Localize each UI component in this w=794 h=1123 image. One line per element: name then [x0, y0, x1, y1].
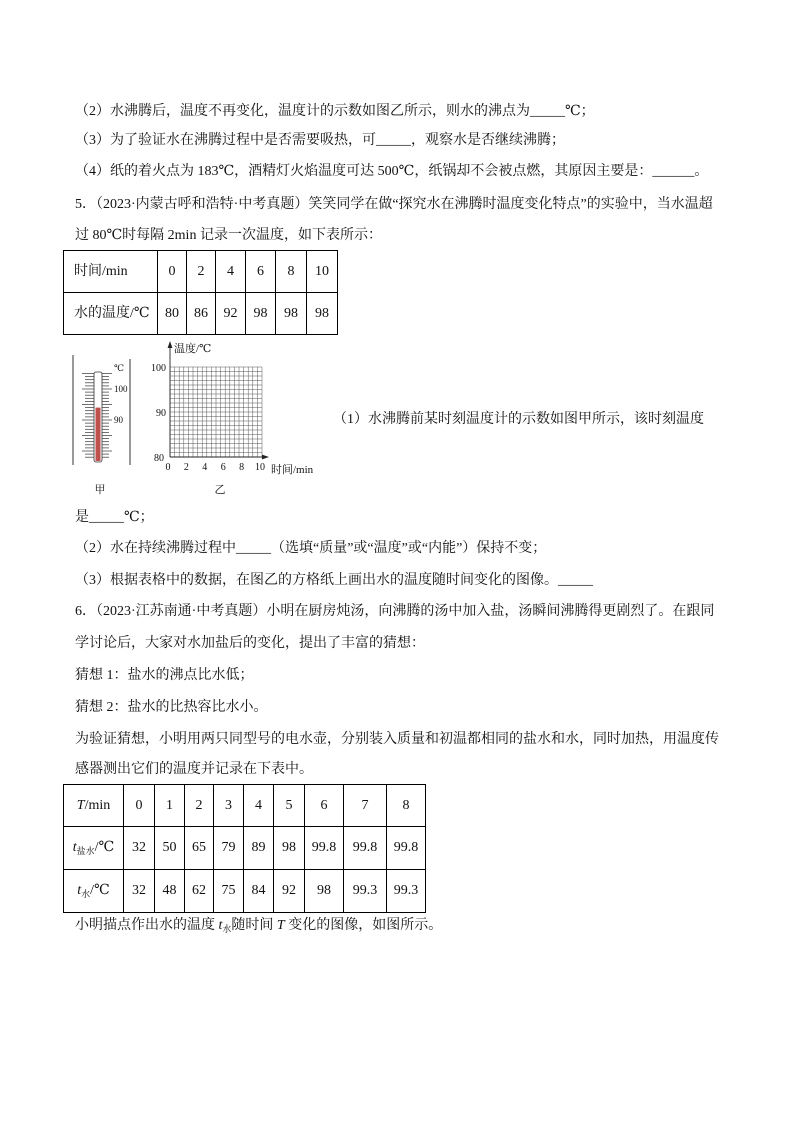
time-symbol: T — [76, 797, 85, 813]
table-header-time: 时间/min — [64, 251, 158, 293]
q6-guess-1: 猜想 1：盐水的沸点比水低； — [75, 668, 254, 683]
q4-part-2-text: （2）水沸腾后，温度不再变化，温度计的示数如图乙所示，则水的沸点为_____℃； — [75, 104, 595, 119]
temperature-symbol: t — [72, 840, 77, 855]
table-cell-time: 8 — [387, 785, 426, 827]
x-tick-label: 10 — [255, 462, 265, 473]
y-tick-label: 90 — [156, 408, 166, 419]
table-cell-time: 1 — [155, 785, 185, 827]
q5-stem-line-1: 5．（2023·内蒙古呼和浩特·中考真题）笑笑同学在做“探究水在沸腾时温度变化特点”的实验中，当水温超 — [75, 197, 713, 212]
y-tick-label: 100 — [151, 363, 166, 374]
table-cell-water-temperature: 48 — [155, 870, 185, 913]
table-header-water-temperature — [64, 870, 124, 913]
x-tick-label: 2 — [183, 462, 189, 473]
table-cell-salt-water-temperature: 89 — [244, 827, 274, 870]
table-cell-time: 4 — [216, 251, 246, 293]
q6-stem-line-1: 6．（2023·江苏南通·中考真题）小明在厨房炖汤，向沸腾的汤中加入盐，汤瞬间沸腾得更剧烈了。在跟同 — [75, 604, 715, 619]
table-cell-water-temperature: 32 — [124, 870, 155, 913]
table-cell-temperature: 98 — [307, 293, 338, 335]
table-cell-time: 5 — [274, 785, 305, 827]
table-row-time — [64, 785, 426, 827]
table-header-water-temperature: 水的温度/℃ — [64, 293, 158, 335]
closing-symbol-T: T — [276, 918, 285, 933]
q6-stem-line-2: 学讨论后，大家对水加盐后的变化，提出了丰富的猜想： — [75, 636, 425, 651]
x-tick-label: 0 — [165, 462, 171, 473]
thermometer-label-100: 100 — [114, 384, 128, 394]
table-cell-salt-water-temperature: 79 — [214, 827, 244, 870]
graph-yi — [151, 341, 314, 476]
table-cell-water-temperature: 75 — [214, 870, 244, 913]
table-cell-salt-water-temperature: 50 — [155, 827, 185, 870]
table-cell-temperature: 92 — [216, 293, 246, 335]
table-cell-water-temperature: 99.3 — [387, 870, 426, 913]
table-cell-time: 10 — [307, 251, 338, 293]
temperature-subscript: 盐水 — [76, 846, 95, 856]
table-cell-time: 6 — [246, 251, 276, 293]
x-tick-label: 4 — [202, 462, 208, 473]
table-row-time — [64, 251, 338, 293]
q5-part-1-line-1: （1）水沸腾前某时刻温度计的示数如图甲所示，该时刻温度 — [333, 412, 704, 427]
table-cell-salt-water-temperature: 99.8 — [387, 827, 426, 870]
temperature-unit: /℃ — [94, 840, 115, 855]
table-row-water-temperature — [64, 293, 338, 335]
y-axis-title: 温度/℃ — [174, 343, 212, 355]
table-cell-water-temperature: 84 — [244, 870, 274, 913]
q6-method-line-1: 为验证猜想，小明用两只同型号的电水壶，分别装入质量和初温都相同的盐水和水，同时加热，用温度传 — [75, 732, 719, 747]
table-cell-salt-water-temperature: 98 — [274, 827, 305, 870]
thermometer-red-liquid-column — [96, 408, 101, 461]
closing-symbol-t: t — [218, 918, 223, 933]
table-header-time — [64, 785, 124, 827]
thermometer-unit-label: ℃ — [114, 363, 125, 373]
table-row-water — [64, 870, 426, 913]
q5-part-2-text: （2）水在持续沸腾过程中_____（选填“质量”或“温度”或“内能”）保持不变； — [75, 541, 547, 556]
x-axis-title: 时间/min — [271, 464, 314, 476]
q5-temperature-table — [63, 250, 338, 335]
graph-grid — [170, 367, 262, 457]
table-cell-salt-water-temperature: 32 — [124, 827, 155, 870]
table-cell-time: 0 — [124, 785, 155, 827]
y-axis-arrow — [168, 341, 173, 348]
q4-part-4-text: （4）纸的着火点为 183℃，酒精灯火焰温度可达 500℃，纸锅却不会被点燃，其原因主要是：______。 — [75, 164, 709, 179]
table-cell-water-temperature: 62 — [185, 870, 214, 913]
q5-figure-thermometer-and-graph — [60, 335, 330, 500]
x-tick-label: 8 — [239, 462, 245, 473]
time-unit: /min — [84, 797, 111, 813]
y-tick-label: 80 — [154, 453, 164, 464]
table-cell-time: 8 — [276, 251, 307, 293]
q5-part-3-text: （3）根据表格中的数据，在图乙的方格纸上画出水的温度随时间变化的图像。_____ — [75, 573, 593, 588]
x-tick-label: 6 — [220, 462, 226, 473]
closing-middle: 随时间 — [231, 918, 277, 933]
x-axis-arrow — [262, 455, 269, 460]
caption-yi: 乙 — [214, 484, 226, 496]
q5-part-1-line-2: 是_____℃； — [75, 510, 154, 525]
q6-guess-2: 猜想 2：盐水的比热容比水小。 — [75, 700, 268, 715]
q6-method-line-2: 感器测出它们的温度并记录在下表中。 — [75, 762, 313, 777]
table-cell-salt-water-temperature: 99.8 — [305, 827, 344, 870]
table-cell-salt-water-temperature: 99.8 — [344, 827, 387, 870]
q6-temperature-table — [63, 784, 426, 913]
table-cell-time: 3 — [214, 785, 244, 827]
table-cell-time: 4 — [244, 785, 274, 827]
q5-stem-line-2: 过 80℃时每隔 2min 记录一次温度，如下表所示： — [75, 228, 382, 243]
table-cell-time: 6 — [305, 785, 344, 827]
table-cell-temperature: 98 — [276, 293, 307, 335]
table-header-salt-water-temperature — [64, 827, 124, 870]
thermometer-label-90: 90 — [114, 415, 123, 425]
q4-part-3-text: （3）为了验证水在沸腾过程中是否需要吸热，可_____，观察水是否继续沸腾； — [75, 133, 565, 148]
table-cell-temperature: 98 — [246, 293, 276, 335]
table-cell-time: 0 — [158, 251, 187, 293]
table-cell-water-temperature: 99.3 — [344, 870, 387, 913]
table-cell-time: 2 — [185, 785, 214, 827]
temperature-subscript: 水 — [81, 889, 91, 899]
thermometer-jia — [73, 355, 130, 465]
closing-subscript: 水 — [222, 924, 232, 934]
table-cell-water-temperature: 98 — [305, 870, 344, 913]
table-cell-temperature: 80 — [158, 293, 187, 335]
caption-jia: 甲 — [94, 484, 106, 496]
table-cell-temperature: 86 — [187, 293, 216, 335]
table-row-salt-water — [64, 827, 426, 870]
temperature-unit: /℃ — [90, 883, 110, 898]
closing-before: 小明描点作出水的温度 — [75, 918, 219, 933]
q6-closing-text — [75, 917, 442, 935]
closing-after: 变化的图像，如图所示。 — [284, 918, 443, 933]
table-cell-time: 2 — [187, 251, 216, 293]
table-cell-time: 7 — [344, 785, 387, 827]
temperature-symbol: t — [77, 883, 82, 898]
table-cell-salt-water-temperature: 65 — [185, 827, 214, 870]
table-cell-water-temperature: 92 — [274, 870, 305, 913]
